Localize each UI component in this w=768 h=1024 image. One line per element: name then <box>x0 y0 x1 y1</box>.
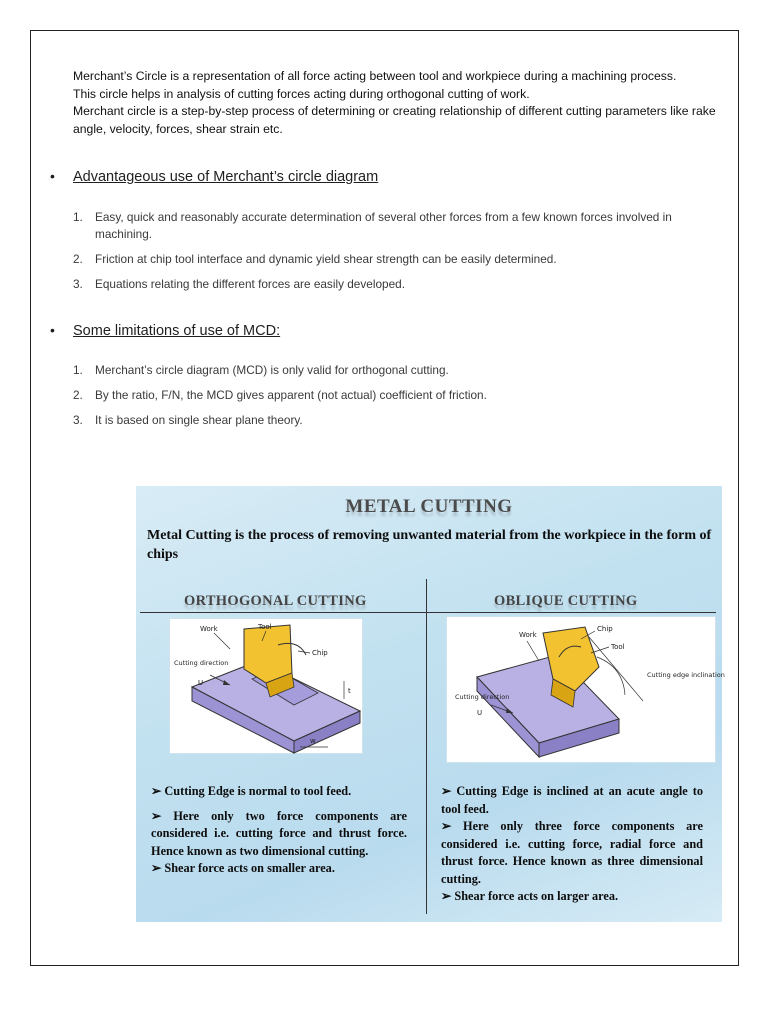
chip-label: Chip <box>597 625 613 633</box>
slide-title: METAL CUTTING <box>345 496 513 517</box>
list-item <box>73 362 723 379</box>
orthogonal-point-1: ➢ Cutting Edge is normal to tool feed. <box>151 784 352 798</box>
oblique-points <box>441 783 703 913</box>
oblique-point-1: ➢ Cutting Edge is inclined at an acute angle to tool feed. <box>441 784 703 816</box>
item-number: 2. <box>73 388 83 402</box>
list-item <box>73 412 723 429</box>
oblique-heading: OBLIQUE CUTTING <box>494 593 638 609</box>
tool-label: Tool <box>611 643 625 651</box>
list-item <box>73 276 723 293</box>
oblique-cutting-illustration <box>447 617 725 762</box>
intro-line-2: This circle helps in analysis of cutting forces acting during orthogonal cutting of work. <box>73 86 530 101</box>
intro-line-1: Merchant’s Circle is a representation of all force acting between tool and workpiece during a machining process. <box>73 69 677 83</box>
intro-paragraph <box>73 68 733 138</box>
work-label: Work <box>200 625 218 633</box>
orthogonal-heading: ORTHOGONAL CUTTING <box>184 593 367 609</box>
tool-label: Tool <box>258 623 272 631</box>
orthogonal-point-2: ➢ Here only two force components are considered i.e. cutting force and thrust force. Hence known as two dimensional cutting. <box>151 808 407 858</box>
intro-line-3: Merchant circle is a step-by-step process of determining or creating relationship of different cutting parameters like rake angle, velocity, forces, shear strain etc. <box>73 104 716 136</box>
orthogonal-cutting-illustration <box>170 619 362 753</box>
work-label: Work <box>519 631 537 639</box>
orthogonal-points <box>151 783 407 885</box>
item-number: 3. <box>73 276 83 291</box>
t-label: t <box>348 687 351 695</box>
oblique-diagram <box>446 616 725 763</box>
limitations-title: Some limitations of use of MCD: <box>73 323 281 339</box>
item-text: Friction at chip tool interface and dynamic yield shear strength can be easily determined. <box>95 251 557 266</box>
orthogonal-diagram <box>169 618 363 754</box>
direction-label: Cutting direction <box>455 693 510 701</box>
limitations-list <box>73 362 723 437</box>
advantages-heading <box>50 168 378 185</box>
w-label: w <box>310 737 316 745</box>
slide-subtitle: Metal Cutting is the process of removing unwanted material from the workpiece in the form of chips <box>147 528 712 562</box>
list-item <box>73 209 723 242</box>
list-item <box>73 251 723 268</box>
divider-vertical <box>426 579 427 914</box>
oblique-point-2: ➢ Here only three force components are considered i.e. cutting force, radial force and thrust force. Hence known as three dimensional cutting. <box>441 819 703 886</box>
limitations-heading <box>50 322 280 339</box>
divider-horizontal <box>140 612 716 613</box>
item-text: It is based on single shear plane theory. <box>95 413 303 427</box>
item-text: Equations relating the different forces are easily developed. <box>95 276 405 291</box>
direction-label: Cutting direction <box>174 659 229 667</box>
item-number: 3. <box>73 413 83 427</box>
u-label: U <box>198 679 204 687</box>
inclination-label: Cutting edge inclination <box>647 671 725 679</box>
item-number: 1. <box>73 210 83 224</box>
item-text: Merchant’s circle diagram (MCD) is only valid for orthogonal cutting. <box>95 363 449 377</box>
advantages-title: Advantageous use of Merchant’s circle diagram <box>73 169 379 185</box>
oblique-point-3: ➢ Shear force acts on larger area. <box>441 889 619 903</box>
item-number: 2. <box>73 251 83 266</box>
item-number: 1. <box>73 363 83 377</box>
advantages-list <box>73 209 723 301</box>
item-text: Easy, quick and reasonably accurate determination of several other forces from a few known forces involved in machining. <box>95 210 672 241</box>
metal-cutting-slide <box>136 486 725 922</box>
bullet: • <box>50 322 55 338</box>
chip-label: Chip <box>312 649 328 657</box>
list-item <box>73 387 723 404</box>
orthogonal-point-3: ➢ Shear force acts on smaller area. <box>151 861 335 875</box>
bullet: • <box>50 168 55 184</box>
item-text: By the ratio, F/N, the MCD gives apparent (not actual) coefficient of friction. <box>95 388 487 402</box>
u-label: U <box>477 709 483 717</box>
